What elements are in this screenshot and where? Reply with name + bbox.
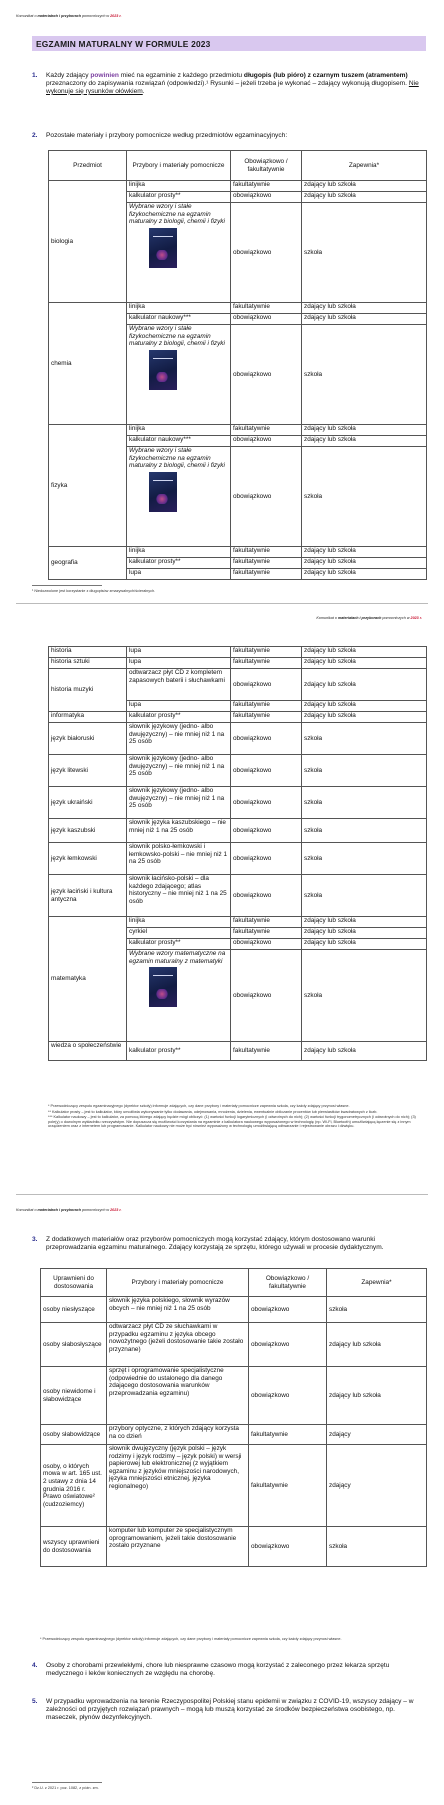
table-row: osoby niewidome i słabowidzące sprzęt i oprogramowanie specjalistyczne (odpowiednie do ustalonego dla danego zdającego dostosowania warunków przeprowadzania egzaminu) obowiązkowo zdający lub szkoła bbox=[41, 1367, 427, 1425]
point-4: 4. Osoby z chorobami przewlekłymi, chore lub niesprawne czasowo mogą korzystać z zaleconego przez lekarza sprzętu medycznego i leków koniecznych ze względu na chorobę. bbox=[32, 1662, 390, 1677]
header-tools: Przybory i materiały pomocnicze bbox=[127, 151, 231, 181]
table-row: Wybrane wzory i stałe fizykochemiczne na egzamin maturalny z biologii, chemii i fizyki obowiązkowo szkoła bbox=[49, 203, 427, 303]
page-divider bbox=[16, 603, 428, 604]
subject-materials-table-2 bbox=[48, 646, 427, 1061]
adjustments-table bbox=[40, 1268, 427, 1567]
table-row: język białoruski słownik językowy (jedno- albo dwujęzyczny) – nie mniej niż 1 na 25 osób obowiązkowo szkoła bbox=[49, 723, 427, 755]
footnote-2: ² Dz.U. z 2021 r. poz. 1082, z późn. zm. bbox=[32, 1786, 99, 1790]
table-row: język litewski słownik językowy (jedno- albo dwujęzyczny) – nie mniej niż 1 na 25 osób obowiązkowo szkoła bbox=[49, 755, 427, 787]
page-header: Komunikat o materiałach i przyborach pomocniczych w 2023 r. bbox=[16, 1208, 122, 1212]
table-row: osoby słabowidzące przybory optyczne, z których zdający korzysta na co dzień fakultatywnie zdający bbox=[41, 1425, 427, 1445]
table-row: chemia linijka fakultatywnie zdający lub szkoła bbox=[49, 303, 427, 314]
subject-materials-table-1 bbox=[48, 150, 427, 580]
table-notes: * Przewodniczący zespołu egzaminacyjnego (dyrektor szkoły) informuje zdających, czy dane przybory i materiały pomocnicze zapewnia szkoła, czy każdy zdający przynosi własne. ** Kalkulator prosty – jest to kalkulator, który umożliwia wykonywanie tylko dodawania, odejmowania, mnożenia, dzielenia, ewentualnie obliczanie procentów lub pierwiastków kwadratowych z liczb. *** Kalkulator naukowy – jest to kalkulator, za pomocą którego zdający będzie mógł obliczyć: (1) wartości funkcji logarytmicznych (i odwrotnych do nich); (2) wartości funkcji trygonometrycznych (i odwrotnych do nich); (3) pole(y) o dowolnym wykładniku rzeczywistym. Nie dopuszcza się możliwości korzystania na egzaminie z kalkulatora naukowego wyposażonego w technologię (np. Wi-Fi, Bluetooth) umożliwiającą łączenie się z innym urządzeniem oraz z internetem lub programowanie. Kalkulator naukowy nie może być również wyposażony w technologię umożliwiającą odtwarzanie i rejestrowanie obrazu i dźwięku. bbox=[48, 1104, 416, 1129]
point-2: 2. Pozostałe materiały i przybory pomocnicze według przedmiotów egzaminacyjnych: bbox=[32, 132, 288, 139]
table-row: język ukraiński słownik językowy (jedno- albo dwujęzyczny) – nie mniej niż 1 na 25 osób obowiązkowo szkoła bbox=[49, 787, 427, 819]
table-row: Wybrane wzory i stałe fizykochemiczne na egzamin maturalny z biologii, chemii i fizyki obowiązkowo szkoła bbox=[49, 447, 427, 547]
table-row: Wybrane wzory i stałe fizykochemiczne na egzamin maturalny z biologii, chemii i fizyki obowiązkowo szkoła bbox=[49, 325, 427, 425]
table-row: osoby niesłyszące słownik języka polskiego, słownik wyrazów obcych – nie mniej niż 1 na 25 osób obowiązkowo szkoła bbox=[41, 1297, 427, 1323]
footnote-1: ¹ Niedozwolone jest korzystanie z długopisów zmazywalnych/ścieralnych. bbox=[32, 589, 156, 593]
table-row: osoby słabosłyszące odtwarzacz płyt CD ze słuchawkami w przypadku egzaminu z języka obcego nowożytnego (jeżeli dostosowanie takie zostało przyznane) obowiązkowo zdający lub szkoła bbox=[41, 1323, 427, 1367]
table-row: język kaszubski słownik języka kaszubskiego – nie mniej niż 1 na 25 osób obowiązkowo szkoła bbox=[49, 819, 427, 843]
table-row: kalkulator prosty** obowiązkowo zdający lub szkoła bbox=[49, 192, 427, 203]
table-row: historia sztuki lupa fakultatywnie zdający lub szkoła bbox=[49, 658, 427, 669]
formula-booklet-image bbox=[149, 472, 177, 512]
table-row: fizyka linijka fakultatywnie zdający lub szkoła bbox=[49, 425, 427, 436]
page-header: Komunikat o materiałach i przyborach pomocniczych w 2023 r. bbox=[16, 14, 122, 18]
formula-booklet-image bbox=[149, 228, 177, 268]
table-row: historia muzyki odtwarzacz płyt CD z kompletem zapasowych baterii i słuchawkami obowiązkowo zdający lub szkoła bbox=[49, 669, 427, 701]
table-row: wszyscy uprawnieni do dostosowania komputer lub komputer ze specjalistycznym oprogramowaniem, jeżeli takie dostosowanie zostało przyznane obowiązkowo szkoła bbox=[41, 1527, 427, 1567]
page-header: Komunikat o materiałach i przyborach pomocniczych w 2023 r. bbox=[316, 616, 422, 620]
point-5: 5. W przypadku wprowadzenia na terenie Rzeczypospolitej Polskiej stanu epidemii w związku z COVID-19, wszyscy zdający – w zależności od przyjętych rozwiązań prawnych – mogą lub muszą korzystać ze środków bezpieczeństwa osobistego, np. maseczek, płynów dezynfekcyjnych. bbox=[32, 1698, 414, 1721]
table-row: informatyka kalkulator prosty** fakultatywnie zdający lub szkoła bbox=[49, 712, 427, 723]
table-row: matematyka linijka fakultatywnie zdający lub szkoła bbox=[49, 917, 427, 928]
table-row: język łaciński i kultura antyczna słownik łacińsko-polski – dla każdego zdającego; atlas historyczny – nie mniej niż 1 na 25 osób obowiązkowo szkoła bbox=[49, 875, 427, 917]
header-provides: Zapewnia* bbox=[327, 1269, 427, 1297]
header-required: Obowiązkowo / fakultatywnie bbox=[249, 1269, 327, 1297]
table-row: lupa fakultatywnie zdający lub szkoła bbox=[49, 569, 427, 580]
footnote-rule bbox=[32, 1782, 102, 1783]
table-row: kalkulator prosty** fakultatywnie zdający lub szkoła bbox=[49, 558, 427, 569]
header-tools: Przybory i materiały pomocnicze bbox=[107, 1269, 249, 1297]
table-row: lupa fakultatywnie zdający lub szkoła bbox=[49, 701, 427, 712]
table-row: cyrkiel fakultatywnie zdający lub szkoła bbox=[49, 928, 427, 939]
point-1: 1. Każdy zdający powinien mieć na egzaminie z każdego przedmiotu długopis (lub pióro) z czarnym tuszem (atramentem) przeznaczony do zapisywania rozwiązań (odpowiedzi).¹ Rysunki – jeżeli trzeba je wykonać – zdający wykonują długopisem. Nie wykonuje się rysunków ołówkiem. bbox=[32, 72, 419, 95]
table-row: Wybrane wzory matematyczne na egzamin maturalny z matematyki obowiązkowo szkoła bbox=[49, 950, 427, 1042]
page-title: EGZAMIN MATURALNY W FORMULE 2023 bbox=[32, 36, 426, 51]
header-required: Obowiązkowo / fakultatywnie bbox=[231, 151, 302, 181]
header-subject: Przedmiot bbox=[49, 151, 127, 181]
table-row: geografia linijka fakultatywnie zdający lub szkoła bbox=[49, 547, 427, 558]
table-row: język łemkowski słownik polsko-łemkowski i łemkowsko-polski – nie mniej niż 1 na 25 osób obowiązkowo szkoła bbox=[49, 843, 427, 875]
table-row: osoby, o których mowa w art. 165 ust. 2 ustawy z dnia 14 grudnia 2016 r. Prawo oświatowe² (cudzoziemcy) słownik dwujęzyczny (język polski – język rodzimy i język rodzimy – język polski) w wersji papierowej lub elektronicznej (z wyjątkiem egzaminu z języków mniejszości narodowych, języka mniejszości etnicznej, języka regionalnego) fakultatywnie zdający bbox=[41, 1445, 427, 1527]
point-3: 3. Z dodatkowych materiałów oraz przyborów pomocniczych mogą korzystać zdający, którym dostosowano warunki przeprowadzania egzaminu maturalnego. Zdający korzystają ze sprzętu, którego używali w procesie dydaktycznym. bbox=[32, 1236, 384, 1251]
header-provides: Zapewnia* bbox=[302, 151, 427, 181]
table-row: historia lupa fakultatywnie zdający lub szkoła bbox=[49, 647, 427, 658]
table-row: kalkulator prosty** obowiązkowo zdający lub szkoła bbox=[49, 939, 427, 950]
table-row: kalkulator naukowy*** obowiązkowo zdający lub szkoła bbox=[49, 436, 427, 447]
footnote-rule bbox=[32, 585, 102, 586]
table-3-note: * Przewodniczący zespołu egzaminacyjnego (dyrektor szkoły) informuje zdających, czy dane przybory i materiały pomocnicze zapewnia szkoła, czy każdy zdający przynosi własne. bbox=[40, 1637, 342, 1641]
header-who: Uprawnieni do dostosowania bbox=[41, 1269, 107, 1297]
table-row: wiedza o społeczeństwie kalkulator prosty** fakultatywnie zdający lub szkoła bbox=[49, 1042, 427, 1061]
table-row: kalkulator naukowy*** obowiązkowo zdający lub szkoła bbox=[49, 314, 427, 325]
formula-booklet-image bbox=[149, 350, 177, 390]
table-row: biologia linijka fakultatywnie zdający lub szkoła bbox=[49, 181, 427, 192]
page-divider bbox=[16, 1194, 428, 1195]
math-formula-booklet-image bbox=[149, 967, 177, 1007]
